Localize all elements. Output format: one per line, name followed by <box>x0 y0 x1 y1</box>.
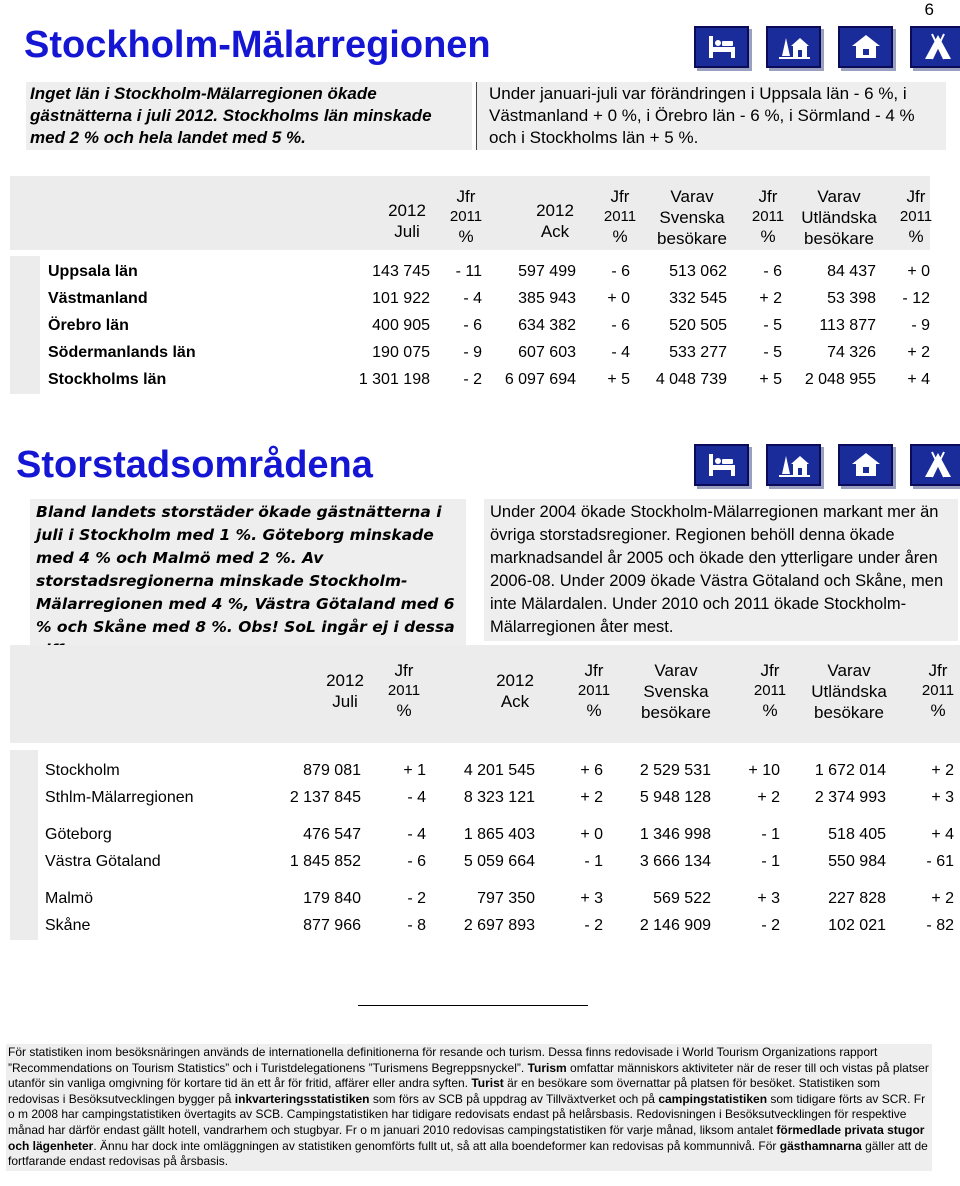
cell-jfr1: - 6 <box>463 316 482 334</box>
cell-jfr1: - 2 <box>463 370 482 388</box>
cell-jfr4: + 2 <box>931 889 954 907</box>
table-row <box>0 848 960 875</box>
table-row <box>0 285 960 312</box>
cell-juli: 2 137 845 <box>289 788 361 806</box>
cell-jfr3: + 2 <box>757 788 780 806</box>
table-stockholm-rows <box>0 258 960 393</box>
page-number: 6 <box>924 0 934 19</box>
accommodation-icons-top <box>694 26 960 68</box>
cell-svenska: 3 666 134 <box>639 852 711 870</box>
intro-text-left: Inget län i Stockholm-Mälarregionen ökade gästnätterna i juli 2012. Stockholms län minskade med 2 % och hela landet med 5 %. <box>26 82 472 150</box>
cell-svenska: 533 277 <box>669 343 727 361</box>
cell-juli: 190 075 <box>372 343 430 361</box>
table-row <box>0 784 960 811</box>
cell-utlandska: 2 374 993 <box>814 788 886 806</box>
cell-ack: 634 382 <box>518 316 576 334</box>
storstad-text-right: Under 2004 ökade Stockholm-Mälarregionen markant mer än övriga storstadsregioner. Regionen behöll denna ökade marknadsandel år 2005 och ökade den ytterligare under åren 2006-08. Under 2009 ökade Västra Götaland och Skåne, men inte Mälardalen. Under 2010 och 2011 ökade Stockholm-Mälarregionen åter mest. <box>484 499 958 641</box>
cell-jfr4: + 4 <box>907 370 930 388</box>
cell-juli: 101 922 <box>372 289 430 307</box>
cell-jfr3: + 3 <box>757 889 780 907</box>
cell-jfr1: - 9 <box>463 343 482 361</box>
row-name: Skåne <box>45 916 91 934</box>
header-jfr-2: Jfr 2011 % <box>577 661 611 720</box>
header-juli: 2012 Juli <box>326 671 364 711</box>
row-name: Västra Götaland <box>45 852 161 870</box>
footnote-text: som tidigare förts av SCR. Fr o m 2008 har campingstatistiken övertagits av SCB. Campingstatistiken har tidigare redovisats endast på helårsbasis. Redovisningen i Besöksutvecklingen för respektive månad har därför endast gällt hotell, vandrarhem och stugbyar. Fr o m januari 2010 redovisas campingstatistiken för varje månad, liksom antalet <box>8 1091 926 1137</box>
table-storstad-rows <box>0 757 960 939</box>
cell-svenska: 4 048 739 <box>655 370 727 388</box>
header-juli: 2012 Juli <box>388 201 426 241</box>
row-name: Uppsala län <box>48 262 138 280</box>
cell-svenska: 2 146 909 <box>639 916 711 934</box>
cell-jfr2: + 3 <box>580 889 603 907</box>
intro-text-right: Under januari-juli var förändringen i Uppsala län - 6 %, i Västmanland + 0 %, i Örebro län - 6 %, i Sörmland - 4 % och i Stockholms län + 5 %. <box>476 82 946 150</box>
cell-jfr4: + 4 <box>931 825 954 843</box>
cell-jfr2: + 5 <box>607 370 630 388</box>
footnote-text: För statistiken inom besöksnäringen används de internationella definitionerna för resande och turism. Dessa finns redovisade i World Tourism Organizations rapport ”Recommendations on Tourism Statistics” och i Turistdelegationens ”Turismens Begreppsnyckel”. <box>8 1045 878 1075</box>
cell-juli: 179 840 <box>303 889 361 907</box>
footnote-text: omfattar människors aktiviteter när de reser till och vistas på platser utanför sin vanliga omgivning för kortare tid än ett år för fritid, affärer eller andra syften. <box>8 1060 929 1091</box>
hostel-house-icon <box>838 444 893 486</box>
table-row <box>0 757 960 784</box>
footnote-term: gästhamnarna <box>779 1138 862 1153</box>
header-jfr-4: Jfr 2011 % <box>899 187 933 246</box>
cell-jfr3: + 5 <box>759 370 782 388</box>
cell-jfr4: - 82 <box>926 916 954 934</box>
footnote-term: förmedlade privata stugor och lägenheter <box>8 1122 925 1153</box>
cell-svenska: 520 505 <box>669 316 727 334</box>
table-row <box>0 912 960 939</box>
footnote-term: Turist <box>471 1076 504 1091</box>
cell-jfr4: - 9 <box>911 316 930 334</box>
cell-ack: 385 943 <box>518 289 576 307</box>
cell-jfr4: + 2 <box>931 761 954 779</box>
section-title-stockholm-malarregionen: Stockholm-Mälarregionen <box>24 24 491 66</box>
cell-ack: 607 603 <box>518 343 576 361</box>
cell-jfr1: - 11 <box>455 262 482 280</box>
cell-utlandska: 227 828 <box>828 889 886 907</box>
row-name: Stockholms län <box>48 370 167 388</box>
hostel-house-icon <box>838 26 893 68</box>
cell-jfr3: - 1 <box>761 852 780 870</box>
cell-jfr3: - 2 <box>761 916 780 934</box>
cell-jfr1: - 4 <box>407 788 426 806</box>
cell-ack: 8 323 121 <box>463 788 535 806</box>
storstad-text-left: Bland landets storstäder ökade gästnätterna i juli i Stockholm med 1 %. Göteborg minskade med 4 % och Malmö med 2 %. Av storstadsregionerna minskade Stockholm-Mälarregionen med 4 %, Västra Götaland med 6 % och Skåne med 8 %. Obs! SoL ingår ej i dessa <box>30 499 466 664</box>
cell-juli: 879 081 <box>303 761 361 779</box>
cell-jfr1: + 1 <box>403 761 426 779</box>
cell-ack: 597 499 <box>518 262 576 280</box>
camping-tent-icon <box>910 444 960 486</box>
cell-jfr2: + 2 <box>580 788 603 806</box>
cell-juli: 476 547 <box>303 825 361 843</box>
cell-jfr3: + 10 <box>748 761 780 779</box>
cell-svenska: 332 545 <box>669 289 727 307</box>
cell-jfr3: - 6 <box>763 262 782 280</box>
row-name: Stockholm <box>45 761 120 779</box>
cell-utlandska: 518 405 <box>828 825 886 843</box>
hotel-bed-icon <box>694 26 749 68</box>
cell-jfr2: - 4 <box>611 343 630 361</box>
table-header-storstad <box>0 656 960 726</box>
header-utlandska: Varav Utländska besökare <box>811 661 887 722</box>
cell-jfr3: - 1 <box>761 825 780 843</box>
cell-jfr1: - 4 <box>407 825 426 843</box>
cell-jfr2: - 6 <box>611 316 630 334</box>
cell-svenska: 513 062 <box>669 262 727 280</box>
cell-ack: 4 201 545 <box>463 761 535 779</box>
table-row <box>0 312 960 339</box>
table-row <box>0 258 960 285</box>
accommodation-icons-bottom <box>694 444 960 486</box>
footnote-text: som förs av SCB på uppdrag av Tillväxtverket och på <box>369 1091 659 1106</box>
cell-jfr4: + 3 <box>931 788 954 806</box>
row-name: Västmanland <box>48 289 148 307</box>
row-name: Göteborg <box>45 825 112 843</box>
cell-jfr2: - 1 <box>584 852 603 870</box>
cell-jfr2: - 6 <box>611 262 630 280</box>
cell-jfr4: + 2 <box>907 343 930 361</box>
footnote-divider <box>358 1005 588 1006</box>
cell-utlandska: 113 877 <box>819 316 876 334</box>
table-header-stockholm <box>0 186 960 246</box>
cell-jfr1: - 6 <box>407 852 426 870</box>
cell-svenska: 5 948 128 <box>639 788 711 806</box>
section-title-storstadsomradena: Storstadsområdena <box>16 444 373 486</box>
footnote-term: Turism <box>527 1060 567 1075</box>
cell-utlandska: 1 672 014 <box>814 761 886 779</box>
cell-utlandska: 53 398 <box>827 289 876 307</box>
footnote-definitions <box>6 1044 932 1171</box>
cell-jfr1: - 4 <box>463 289 482 307</box>
cell-jfr4: - 61 <box>926 852 954 870</box>
cell-jfr4: + 0 <box>907 262 930 280</box>
cell-svenska: 569 522 <box>653 889 711 907</box>
header-jfr-4: Jfr 2011 % <box>921 661 955 720</box>
cell-jfr3: + 2 <box>759 289 782 307</box>
cell-jfr2: + 0 <box>580 825 603 843</box>
cell-jfr2: + 6 <box>580 761 603 779</box>
footnote-term: campingstatistiken <box>658 1091 768 1106</box>
cell-juli: 1 301 198 <box>358 370 430 388</box>
header-jfr-1: Jfr 2011 % <box>449 187 483 246</box>
cell-jfr2: + 0 <box>607 289 630 307</box>
row-name: Sthlm-Mälarregionen <box>45 788 194 806</box>
hotel-bed-icon <box>694 444 749 486</box>
cell-ack: 2 697 893 <box>463 916 535 934</box>
cell-ack: 5 059 664 <box>463 852 535 870</box>
table-row <box>0 885 960 912</box>
cell-svenska: 1 346 998 <box>639 825 711 843</box>
header-svenska: Varav Svenska besökare <box>657 187 727 248</box>
cell-jfr1: - 8 <box>407 916 426 934</box>
cell-ack: 6 097 694 <box>504 370 576 388</box>
cell-jfr4: - 12 <box>902 289 930 307</box>
cell-juli: 1 845 852 <box>289 852 361 870</box>
cell-jfr3: - 5 <box>763 343 782 361</box>
header-ack: 2012 Ack <box>496 671 534 711</box>
header-ack: 2012 Ack <box>536 201 574 241</box>
cell-utlandska: 74 326 <box>827 343 876 361</box>
table-row <box>0 366 960 393</box>
cell-juli: 400 905 <box>372 316 430 334</box>
cell-juli: 877 966 <box>303 916 361 934</box>
header-jfr-2: Jfr 2011 % <box>603 187 637 246</box>
cell-jfr3: - 5 <box>763 316 782 334</box>
cell-utlandska: 550 984 <box>828 852 886 870</box>
cabin-village-icon <box>766 444 821 486</box>
cell-ack: 797 350 <box>477 889 535 907</box>
cabin-village-icon <box>766 26 821 68</box>
footnote-text: gäller att de fortfarande endast redovisas på årsbasis. <box>8 1138 928 1169</box>
cell-utlandska: 84 437 <box>827 262 876 280</box>
header-utlandska: Varav Utländska besökare <box>801 187 877 248</box>
cell-ack: 1 865 403 <box>463 825 535 843</box>
footnote-text: . Ännu har dock inte omläggningen av statistiken genomförts fullt ut, så att alla boendeformer kan redovisas på kommunnivå. För <box>93 1138 780 1153</box>
row-name: Malmö <box>45 889 94 907</box>
cell-jfr1: - 2 <box>407 889 426 907</box>
cell-jfr2: - 2 <box>584 916 603 934</box>
row-name: Södermanlands län <box>48 343 196 361</box>
footnote-term: inkvarteringsstatistiken <box>234 1091 370 1106</box>
cell-svenska: 2 529 531 <box>639 761 711 779</box>
camping-tent-icon <box>910 26 960 68</box>
header-jfr-3: Jfr 2011 % <box>753 661 787 720</box>
cell-utlandska: 2 048 955 <box>804 370 876 388</box>
header-svenska: Varav Svenska besökare <box>641 661 711 722</box>
header-jfr-3: Jfr 2011 % <box>751 187 785 246</box>
header-jfr-1: Jfr 2011 % <box>387 661 421 720</box>
table-row <box>0 339 960 366</box>
cell-utlandska: 102 021 <box>828 916 886 934</box>
footnote-text: är en besökare som övernattar på platsen för besöket. Statistiken som redovisas i Besöksutvecklingen bygger på <box>8 1076 880 1106</box>
table-row <box>0 821 960 848</box>
row-name: Örebro län <box>48 316 129 334</box>
cell-juli: 143 745 <box>372 262 430 280</box>
